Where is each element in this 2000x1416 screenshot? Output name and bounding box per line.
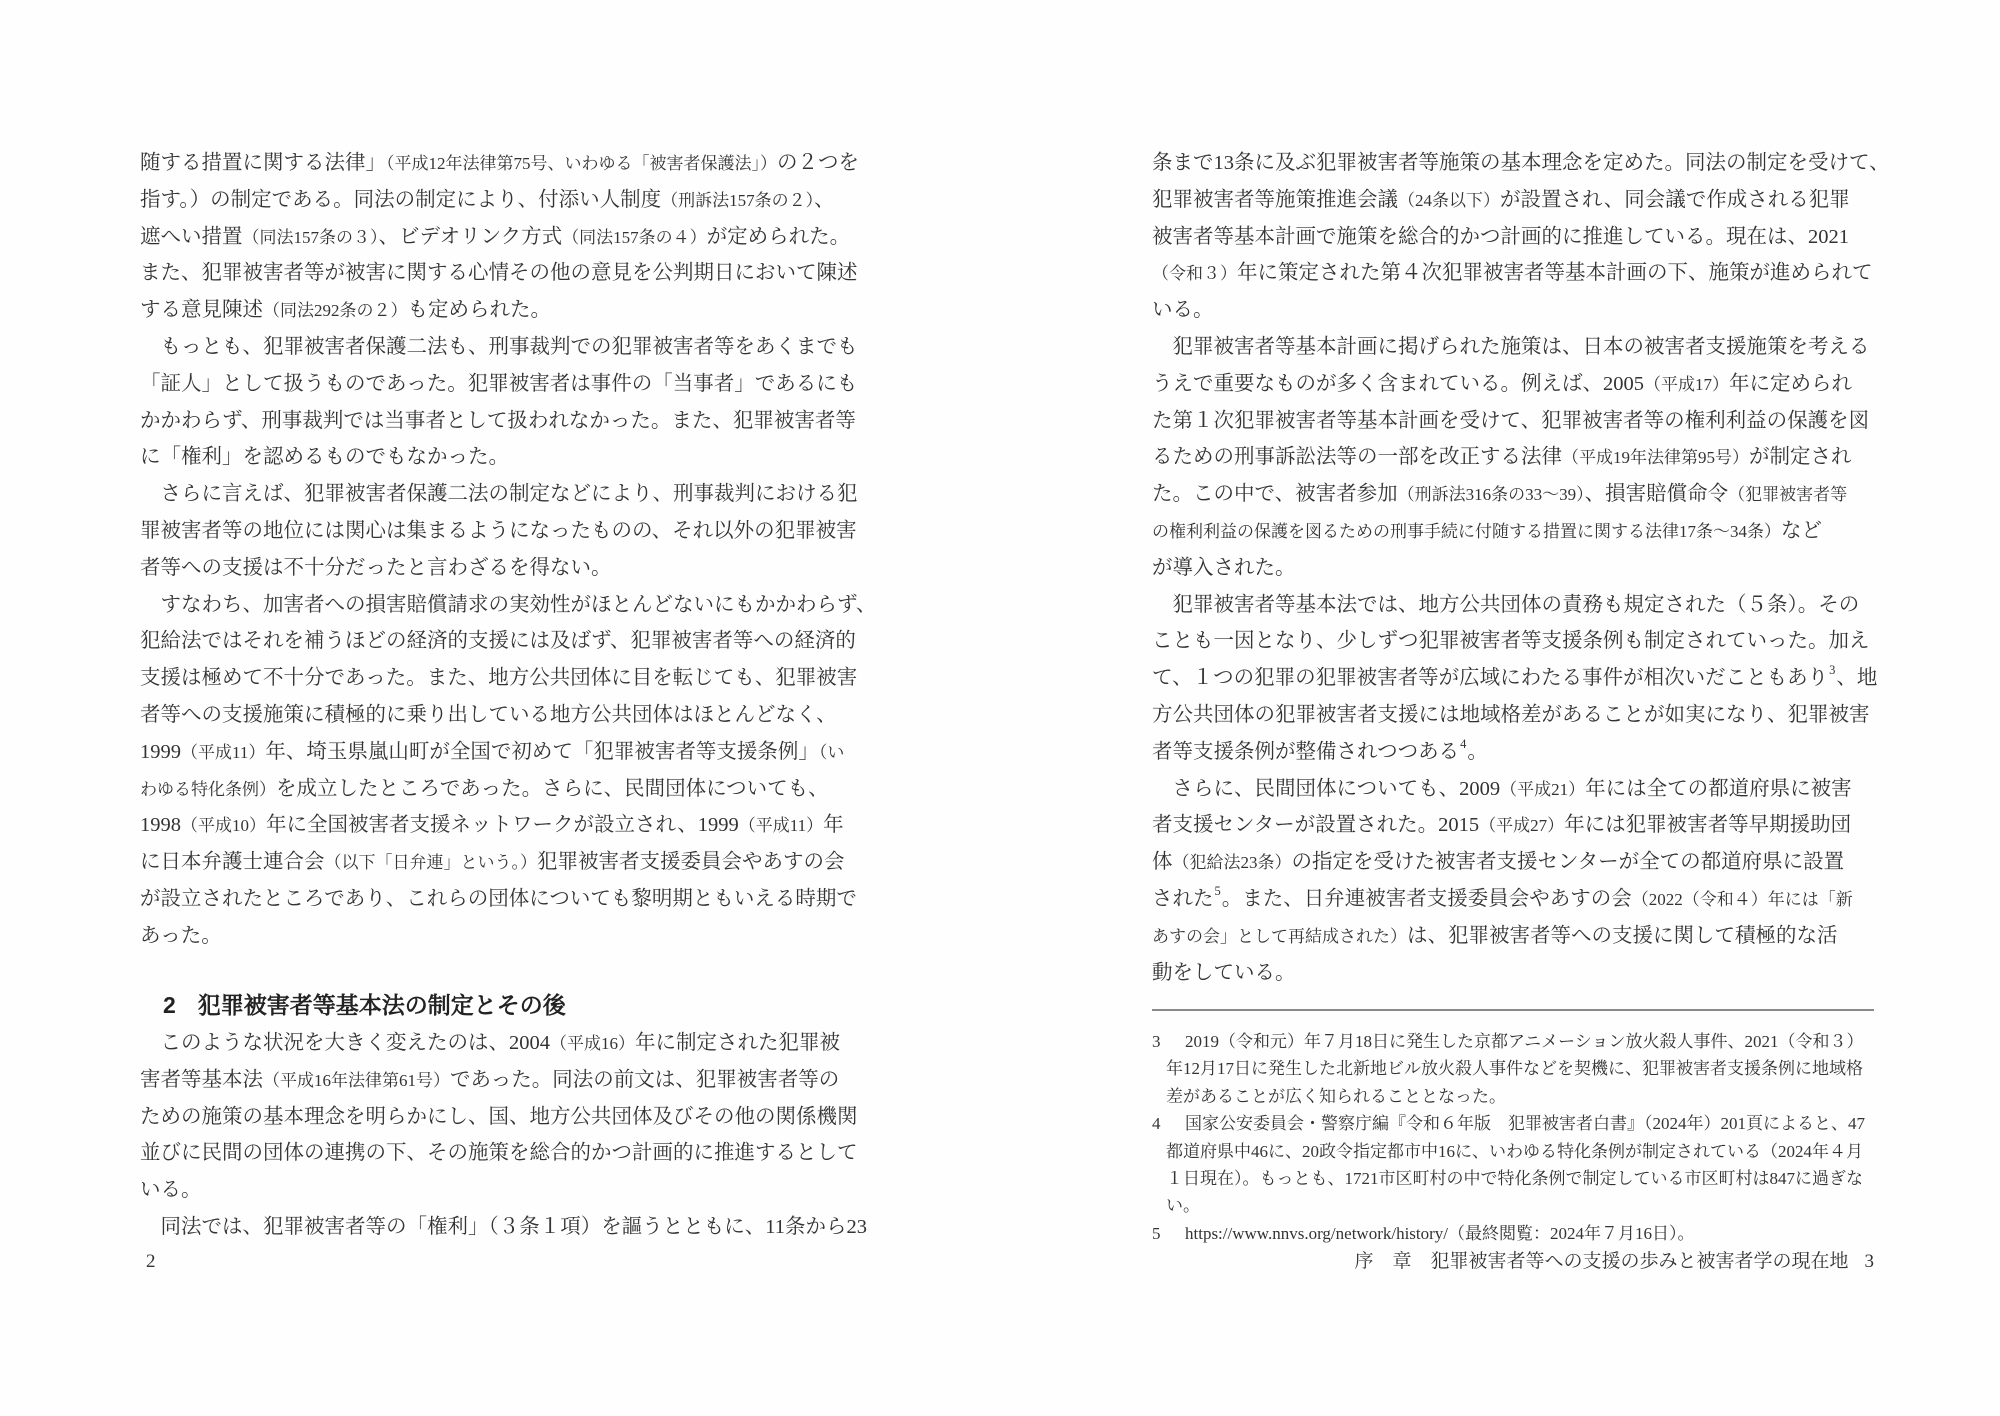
heading-number: 2 — [163, 992, 176, 1018]
text-line: るための刑事訴訟法等の一部を改正する法律（平成19年法律第95号）が制定され — [1152, 446, 1852, 469]
footnote-number: 5 — [1152, 1223, 1161, 1243]
text-line: さらに、民間団体についても、2009（平成21）年には全ての都道府県に被害 — [1152, 777, 1852, 800]
text-line: 随する措置に関する法律」（平成12年法律第75号、いわゆる「被害者保護法」）の２つを — [140, 152, 859, 174]
footnote-number: 3 — [1152, 1032, 1161, 1051]
text-line: 害者等基本法（平成16年法律第61号）であった。同法の前文は、犯罪被害者等の — [140, 1068, 840, 1091]
footnote-line: 都道府県中46に、20政令指定都市中16に、いわゆる特化条例が制定されている（2024年４月 — [1166, 1141, 1863, 1161]
text-line: かかわらず、刑事裁判では当事者として扱われなかった。また、犯罪被害者等 — [140, 409, 856, 432]
text-line: 犯給法ではそれを補うほどの経済的支援には及ばず、犯罪被害者等への経済的 — [140, 630, 856, 653]
text-line: 方公共団体の犯罪被害者支援には地域格差があることが如実になり、犯罪被害 — [1152, 703, 1870, 726]
text-line: て、１つの犯罪の犯罪被害者等が広域にわたる事件が相次いだこともあり$^3$、地 — [1152, 663, 1878, 690]
text-line: （令和３）年に策定された第４次犯罪被害者等基本計画の下、施策が進められて — [1152, 262, 1873, 285]
text-line: 遮へい措置（同法157条の３）、ビデオリンク方式（同法157条の４）が定められた。 — [140, 225, 851, 248]
page-number: 2 — [146, 1251, 156, 1272]
text-line: いる。 — [140, 1179, 202, 1202]
text-line: 犯罪被害者等施策推進会議（24条以下）が設置され、同会議で作成される犯罪 — [1152, 188, 1850, 211]
text-line: うえで重要なものが多く含まれている。例えば、2005（平成17）年に定められ — [1152, 372, 1852, 395]
text-line: また、犯罪被害者等が被害に関する心情その他の意見を公判期日において陳述 — [140, 262, 858, 285]
footnote-line: 差があることが広く知られることとなった。 — [1166, 1086, 1506, 1106]
text-line: 動をしている。 — [1152, 961, 1296, 984]
body-text — [1152, 145, 1890, 991]
text-line: あった。 — [140, 924, 222, 947]
text-line: あすの会」として再結成された）は、犯罪被害者等への支援に関して積極的な活 — [1152, 924, 1838, 947]
footnote-line: １日現在）。もっとも、1721市区町村の中で特化条例で制定している市区町村は847に過ぎな — [1166, 1168, 1863, 1188]
text-line: 犯罪被害者等基本計画に掲げられた施策は、日本の被害者支援施策を考える — [1152, 335, 1870, 358]
text-line: 並びに民間の団体の連携の下、その施策を総合的かつ計画的に推進するとして — [140, 1142, 858, 1165]
text-line: 者等への支援施策に積極的に乗り出している地方公共団体はほとんどなく、 — [140, 703, 837, 726]
text-line: わゆる特化条例）を成立したところであった。さらに、民間団体についても、 — [140, 777, 829, 800]
footnote-line: い。 — [1166, 1196, 1200, 1216]
text-line: 同法では、犯罪被害者等の「権利」（３条１項）を謳うとともに、11条から23 — [140, 1215, 867, 1238]
text-line: の権利利益の保護を図るための刑事手続に付随する措置に関する法律17条～34条）など — [1152, 519, 1822, 542]
text-line: 1999（平成11）年、埼玉県嵐山町が全国で初めて「犯罪被害者等支援条例」（い — [140, 740, 845, 763]
text-line: さらに言えば、犯罪被害者保護二法の制定などにより、刑事裁判における犯 — [140, 483, 858, 506]
section-heading — [163, 986, 566, 1024]
text-line: 罪被害者等の地位には関心は集まるようになったものの、それ以外の犯罪被害 — [140, 519, 857, 542]
text-line: た。この中で、被害者参加（刑訴法316条の33～39）、損害賠償命令（犯罪被害者等 — [1152, 483, 1848, 506]
footnote-number: 4 — [1152, 1114, 1161, 1134]
text-line: 犯罪被害者等基本法では、地方公共団体の責務も規定された（５条）。その — [1152, 593, 1860, 616]
text-line: いる。 — [1152, 299, 1214, 322]
text-line: が設立されたところであり、これらの団体についても黎明期ともいえる時期で — [140, 887, 857, 910]
footnote-line: 年12月17日に発生した北新地ビル放火殺人事件などを契機に、犯罪被害者支援条例に地域格 — [1166, 1059, 1863, 1079]
text-line: 者支援センターが設置された。2015（平成27）年には犯罪被害者等早期援助団 — [1152, 814, 1852, 837]
text-line: 体（犯給法23条）の指定を受けた被害者支援センターが全ての都道府県に設置 — [1152, 851, 1845, 874]
body-text — [140, 1025, 866, 1246]
footnote-line: 4 国家公安委員会・警察庁編『令和６年版 犯罪被害者白書』（2024年）201頁によると、47 — [1152, 1110, 1892, 1137]
text-line: 1998（平成10）年に全国被害者支援ネットワークが設立され、1999（平成11）年 — [140, 814, 844, 837]
text-line: このような状況を大きく変えたのは、2004（平成16）年に制定された犯罪被 — [140, 1032, 840, 1054]
text-line: 条まで13条に及ぶ犯罪被害者等施策の基本理念を定めた。同法の制定を受けて、 — [1152, 152, 1890, 174]
body-text — [140, 145, 877, 955]
text-line: が導入された。 — [1152, 556, 1296, 579]
text-line: ことも一因となり、少しずつ犯罪被害者等支援条例も制定されていった。加え — [1152, 630, 1870, 653]
text-line: された$^5$。また、日弁連被害者支援委員会やあすの会（2022（令和４）年には「新 — [1152, 883, 1853, 910]
heading-title: 犯罪被害者等基本法の制定とその後 — [197, 992, 566, 1018]
text-line: 者等への支援は不十分だったと言わざるを得ない。 — [140, 556, 612, 579]
text-line: する意見陳述（同法292条の２）も定められた。 — [140, 299, 551, 322]
text-line: 支援は極めて不十分であった。また、地方公共団体に目を転じても、犯罪被害 — [140, 667, 858, 690]
page-number: 3 — [1864, 1251, 1874, 1272]
text-line: た第１次犯罪被害者等基本計画を受けて、犯罪被害者等の権利利益の保護を図 — [1152, 409, 1870, 432]
text-line: に「権利」を認めるものでもなかった。 — [140, 446, 509, 469]
text-line: 「証人」として扱うものであった。犯罪被害者は事件の「当事者」であるにも — [140, 372, 858, 395]
footer-chapter-title: 序 章 犯罪被害者等への支援の歩みと被害者学の現在地 — [1354, 1251, 1849, 1272]
text-line: 者等支援条例が整備されつつある$^4$。 — [1152, 736, 1488, 763]
text-line: すなわち、加害者への損害賠償請求の実効性がほとんどないにもかかわらず、 — [140, 593, 877, 616]
text-line: に日本弁護士連合会（以下「日弁連」という。）犯罪被害者支援委員会やあすの会 — [140, 851, 845, 874]
running-footer — [1152, 1247, 1874, 1277]
footnote-separator — [1152, 1009, 1874, 1011]
text-line: 指す。）の制定である。同法の制定により、付添い人制度（刑訴法157条の２）、 — [140, 188, 835, 211]
text-line: もっとも、犯罪被害者保護二法も、刑事裁判での犯罪被害者等をあくまでも — [140, 335, 858, 358]
footnote-line: 5 https://www.nnvs.org/network/history/（最終閲覧：2024年７月16日）。 — [1152, 1220, 1892, 1247]
text-line: ための施策の基本理念を明らかにし、国、地方公共団体及びその他の関係機関 — [140, 1105, 858, 1128]
footnote-line: 3 2019（令和元）年７月18日に発生した京都アニメーション放火殺人事件、2021（令和３） — [1152, 1028, 1892, 1055]
footnotes — [1152, 1028, 1892, 1247]
text-line: 被害者等基本計画で施策を総合的かつ計画的に推進している。現在は、2021 — [1152, 225, 1849, 248]
